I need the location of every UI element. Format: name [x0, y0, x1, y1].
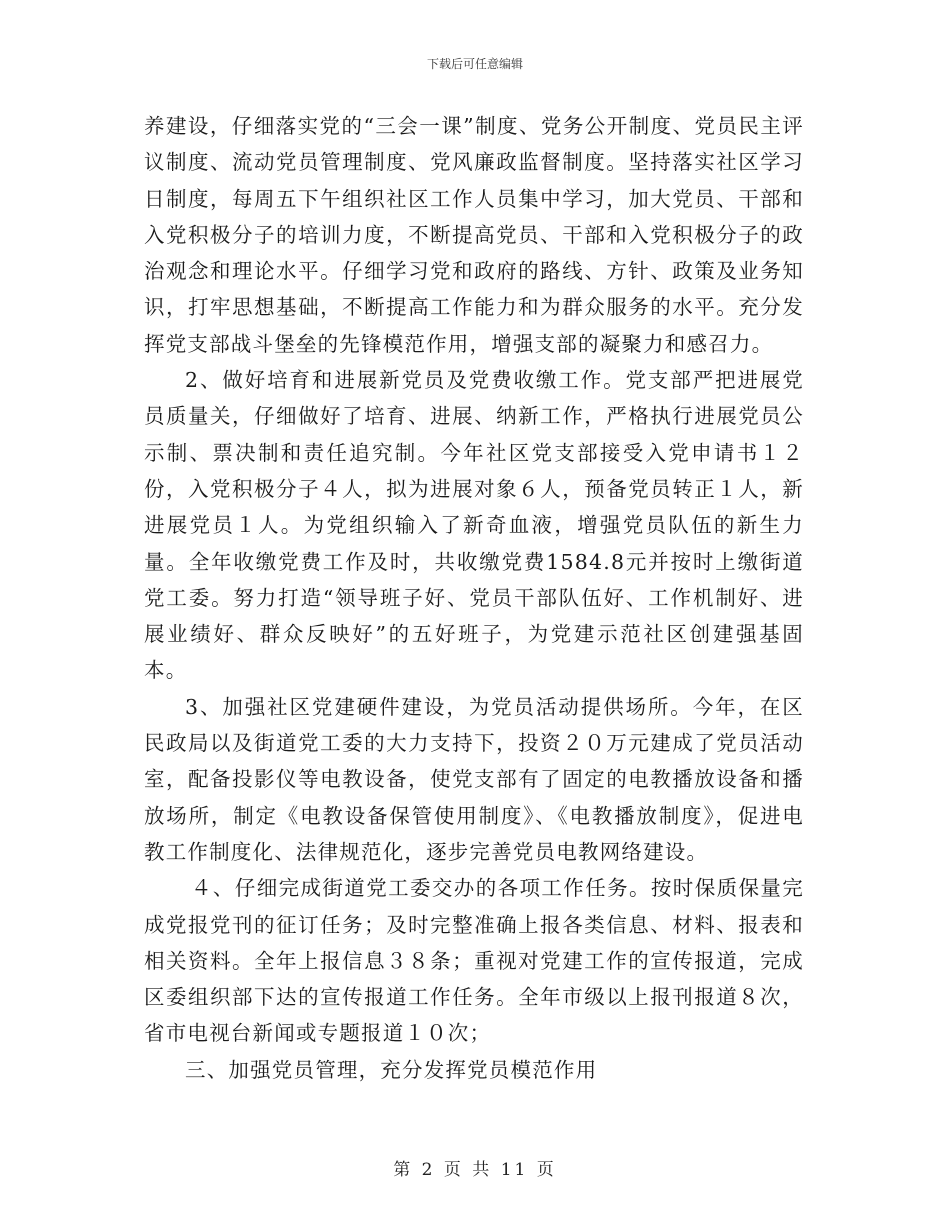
- page-header: 下载后可任意编辑: [426, 57, 523, 71]
- paragraph-continuation: 养建设，仔细落实党的“三会一课”制度、党务公开制度、党员民主评议制度、流动党员管理制度、党风廉政监督制度。坚持落实社区学习日制度，每周五下午组织社区工作人员集中学习，加大党员、干部和入党积极分子的培训力度，不断提高党员、干部和入党积极分子的政治观念和理论水平。仔细学习党和政府的路线、方针、政策及业务知识，打牢思想基础，不断提高工作能力和为群众服务的水平。充分发挥党支部战斗堡垒的先锋模范作用，增强支部的凝聚力和感召力。: [144, 114, 804, 356]
- paragraph-item-2: 2、做好培育和进展新党员及党费收缴工作。党支部严把进展党员质量关，仔细做好了培育、进展、纳新工作，严格执行进展党员公示制、票决制和责任追究制。今年社区党支部接受入党申请书１２份，入党积极分子４人，拟为进展对象６人，预备党员转正１人，新进展党员１人。为党组织输入了新奇血液，增强党员队伍的新生力量。全年收缴党费工作及时，共收缴党费1584.8元并按时上缴街道党工委。努力打造“领导班子好、党员干部队伍好、工作机制好、进展业绩好、群众反映好”的五好班子，为党建示范社区创建强基固本。: [144, 368, 804, 683]
- page-number-footer: 第 2 页 共 11 页: [393, 1160, 557, 1180]
- paragraph-item-4: ４、仔细完成街道党工委交办的各项工作任务。按时保质保量完成党报党刊的征订任务；及时完整准确上报各类信息、材料、报表和相关资料。全年上报信息３８条；重视对党建工作的宣传报道，完成区委组织部下达的宣传报道工作任务。全年市级以上报刊报道８次，省市电视台新闻或专题报道１０次；: [144, 876, 804, 1046]
- section-heading: 三、加强党员管理，充分发挥党员模范作用: [185, 1057, 598, 1082]
- paragraph-item-3: 3、加强社区党建硬件建设，为党员活动提供场所。今年，在区民政局以及街道党工委的大力支持下，投资２０万元建成了党员活动室，配备投影仪等电教设备，使党支部有了固定的电教播放设备和播放场所，制定《电教设备保管使用制度》、《电教播放制度》，促进电教工作制度化、法律规范化，逐步完善党员电教网络建设。: [144, 694, 804, 864]
- document-body: [144, 108, 804, 1088]
